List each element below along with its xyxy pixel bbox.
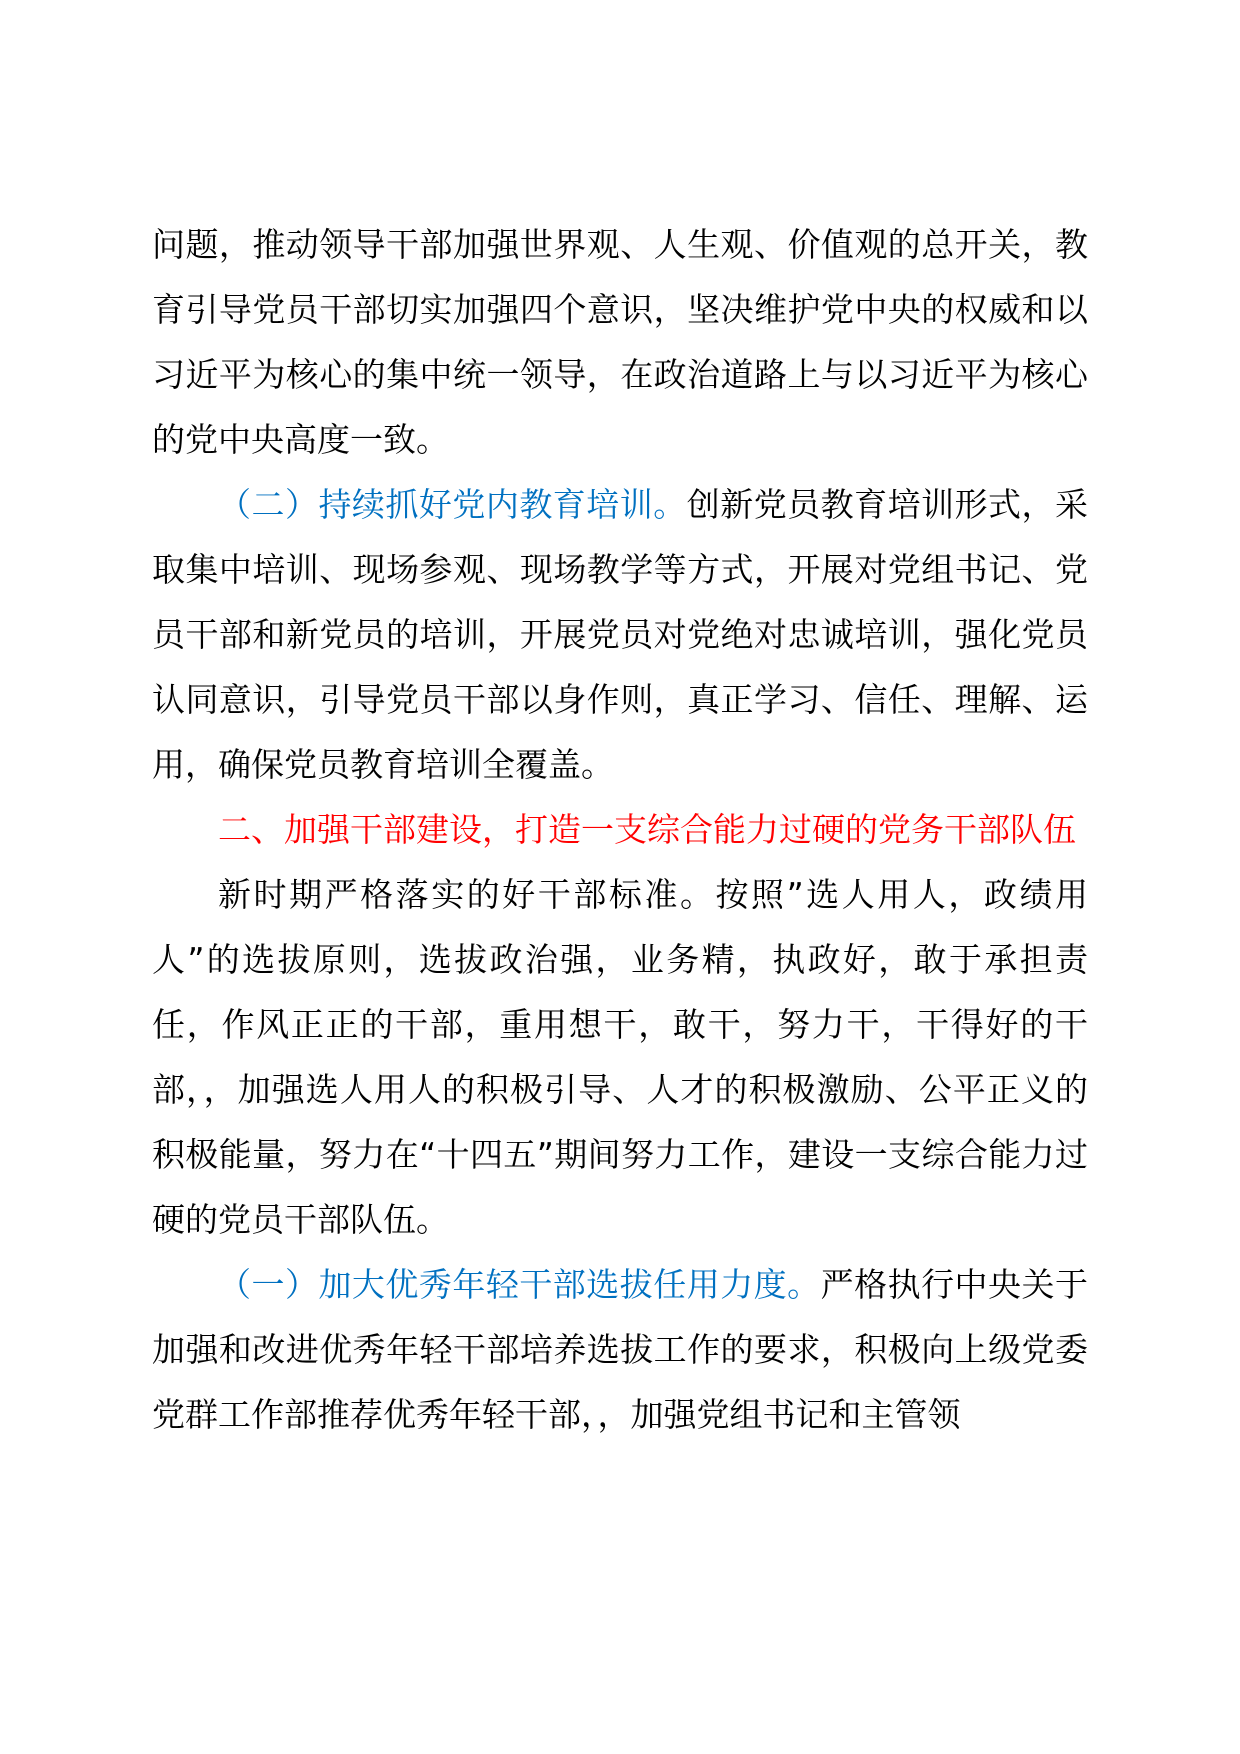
- section-heading-text: 二、加强干部建设，打造一支综合能力过硬的党务干部队伍: [218, 810, 1076, 849]
- paragraph-party-training: [152, 472, 1088, 797]
- paragraph-text: 创新党员教育培训形式，采取集中培训、现场参观、现场教学等方式，开展对党组书记、党员干部和新党员的培训，开展党员对党绝对忠诚培训，强化党员认同意识，引导党员干部以身作则，真正学习、信任、理解、运用，确保党员教育培训全覆盖。: [152, 485, 1089, 784]
- section-heading: [152, 797, 1088, 862]
- sub-heading: （一）加大优秀年轻干部选拔任用力度。: [218, 1265, 821, 1304]
- paragraph-continuation: [152, 212, 1088, 472]
- paragraph-text: 问题，推动领导干部加强世界观、人生观、价值观的总开关，教育引导党员干部切实加强四个意识，坚决维护党中央的权威和以习近平为核心的集中统一领导，在政治道路上与以习近平为核心的党中央高度一致。: [152, 225, 1088, 459]
- paragraph-young-cadres: [152, 1252, 1088, 1447]
- sub-heading: （二）持续抓好党内教育培训。: [218, 485, 687, 524]
- paragraph-cadre-standards: [152, 862, 1088, 1252]
- paragraph-text: 严格执行中央关于加强和改进优秀年轻干部培养选拔工作的要求，积极向上级党委党群工作部推荐优秀年轻干部，，加强党组书记和主管领: [152, 1265, 1089, 1434]
- document-body: [152, 212, 1088, 1447]
- paragraph-text: 新时期严格落实的好干部标准。按照”选人用人，政绩用人”的选拔原则，选拔政治强，业务精，执政好，敢于承担责任，作风正正的干部，重用想干，敢干，努力干，干得好的干部，，加强选人用人的积极引导、人才的积极激励、公平正义的积极能量，努力在“十四五”期间努力工作，建设一支综合能力过硬的党员干部队伍。: [152, 875, 1088, 1239]
